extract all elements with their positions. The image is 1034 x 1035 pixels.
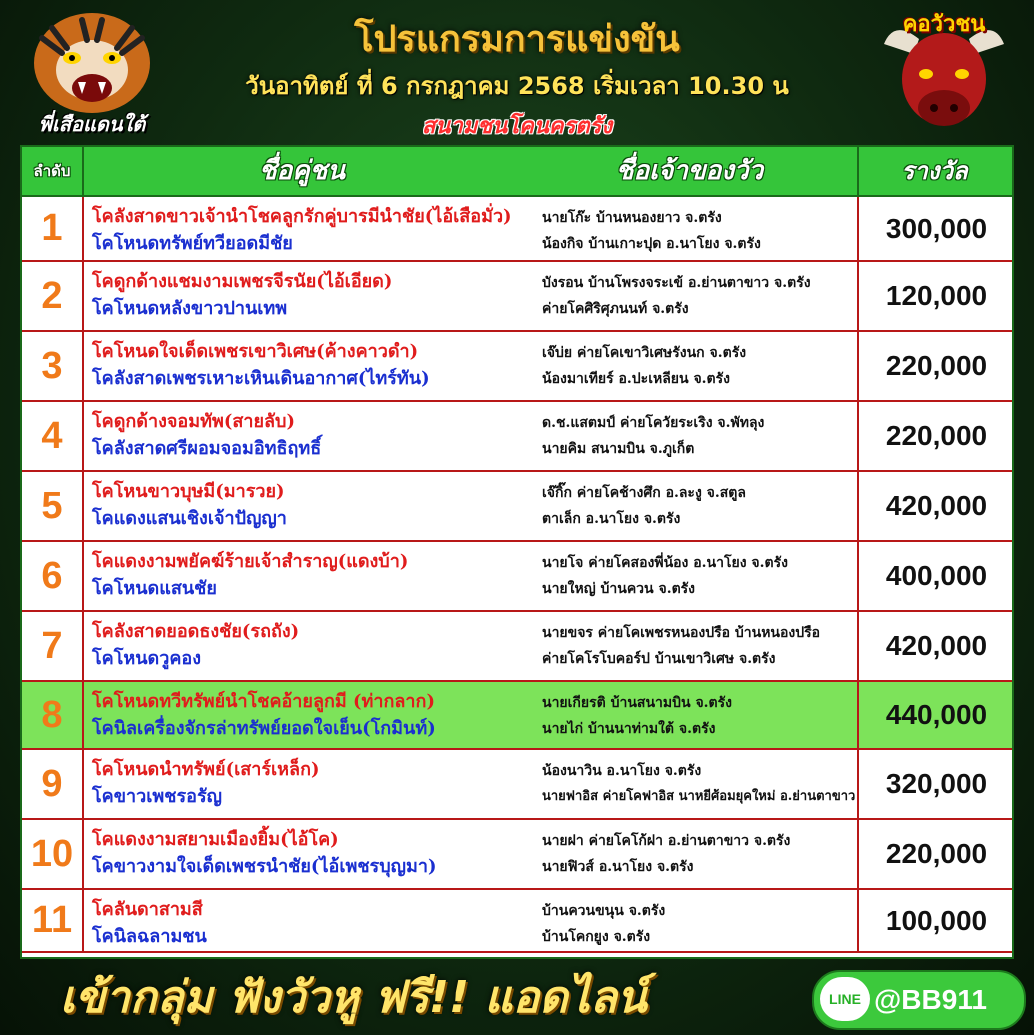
match-table [20,145,1014,959]
match-number: 11 [22,890,84,951]
prize-amount: 120,000 [857,262,1014,330]
match-number: 2 [22,262,84,330]
table-row [22,820,1012,890]
owner-1: บ้านควนขนุน จ.ตรัง [542,903,666,919]
bull-pair [92,688,532,742]
table-row [22,612,1012,682]
bull-blue-corner: โคลังสาดเพชรเหาะเหินเดินอากาศ(ไทร์ทัน) [92,368,430,389]
match-number: 8 [22,682,84,748]
table-row [22,332,1012,402]
owners [542,340,862,392]
match-number: 5 [22,472,84,540]
bull-blue-corner: โคขาวเพชรอรัญ [92,786,222,807]
bull-blue-corner: โคโหนดทรัพย์ทวียอดมีชัย [92,233,293,254]
table-row [22,197,1012,262]
owners [542,828,862,880]
table-row [22,750,1012,820]
bull-red-corner: โคลันดาสามสี [92,899,203,920]
prize-amount: 440,000 [857,682,1014,748]
bull-red-corner: โคโหนขาวบุษมี(มารวย) [92,481,285,502]
bull-pair [92,408,532,462]
table-row [22,890,1012,953]
table-row [22,402,1012,472]
owner-1: นายฝา ค่ายโคโก้ฝา อ.ย่านตาขาว จ.ตรัง [542,833,791,849]
table-row [22,262,1012,332]
bull-pair [92,478,532,532]
bull-pair [92,756,532,810]
logo-left-text: พี่เสือแดนใต้ [38,112,146,136]
owner-2: บ้านโคกยูง จ.ตรัง [542,929,651,945]
bull-pair [92,826,532,880]
table-header [22,147,1012,197]
bull-blue-corner: โคนิลเครื่องจักรล่าทรัพย์ยอดใจเย็น(โกมินท์) [92,718,436,739]
match-number: 3 [22,332,84,400]
bull-red-corner: โคโหนดนำทรัพย์(เสาร์เหล็ก) [92,759,320,780]
match-number: 6 [22,542,84,610]
match-number: 1 [22,197,84,260]
owner-1: นายโจ ค่ายโคสองพี่น้อง อ.นาโยง จ.ตรัง [542,555,788,571]
table-row [22,682,1012,750]
table-row [22,472,1012,542]
table-row [22,542,1012,612]
owner-2: นายไก่ บ้านนาท่ามใต้ จ.ตรัง [542,721,716,737]
owner-1: น้องนาวิน อ.นาโยง จ.ตรัง [542,763,702,779]
bull-pair [92,618,532,672]
bull-red-corner: โคแดงงามพยัคฆ์ร้ายเจ้าสำราญ(แดงบ้า) [92,551,409,572]
owners [542,620,862,672]
owner-2: ตาเล็ก อ.นาโยง จ.ตรัง [542,511,681,527]
owner-2: น้องมาเทียร์ อ.ปะเหลียน จ.ตรัง [542,371,730,387]
owner-2: น้องกิจ บ้านเกาะปุด อ.นาโยง จ.ตรัง [542,236,761,252]
bull-blue-corner: โคลังสาดศรีผอมจอมอิทธิฤทธิ์ [92,438,322,459]
owner-2: นายใหญ่ บ้านควน จ.ตรัง [542,581,696,597]
match-number: 7 [22,612,84,680]
owner-2: นายฟาอิส ค่ายโคฟาอิส นาหยีศ้อมยุคใหม่ อ.ย่านตาขาว [542,789,856,804]
match-number: 10 [22,820,84,888]
prize-amount: 420,000 [857,612,1014,680]
owner-1: นายโก๊ะ บ้านหนองยาว จ.ตรัง [542,210,722,226]
logo-right-text: คอวัวชน [902,12,986,37]
owners [542,480,862,532]
owner-1: เจ๊บ่ย ค่ายโคเขาวิเศษรังนก จ.ตรัง [542,345,747,361]
prize-amount: 100,000 [857,890,1014,951]
bull-blue-corner: โคขาวงามใจเด็ดเพชรนำชัย(ไอ้เพชรบุญมา) [92,856,437,877]
owner-1: นายขจร ค่ายโคเพชรหนองปรือ บ้านหนองปรือ [542,625,821,641]
header-order: ลำดับ [33,162,71,180]
owner-1: บังรอน บ้านโพรงจระเข้ อ.ย่านตาขาว จ.ตรัง [542,275,811,291]
bull-pair [92,338,532,392]
owner-2: นายฟิวส์ อ.นาโยง จ.ตรัง [542,859,694,875]
bull-blue-corner: โคโหนดวูคอง [92,648,201,669]
footer-cta: เข้ากลุ่ม ฟังวัวหู ฟรี!! แอดไลน์ [60,972,647,1023]
header-bull-pair: ชื่อคู่ชน [258,156,346,186]
prize-amount: 300,000 [857,197,1014,260]
bull-pair [92,268,532,322]
bull-red-corner: โคแดงงามสยามเมืองยิ้ม(ไอ้โค) [92,829,339,850]
owners [542,410,862,462]
owners [542,550,862,602]
owner-1: เจ๊กิ๊ก ค่ายโคช้างศึก อ.ละงู จ.สตูล [542,485,746,501]
owner-2: นายคิม สนามบิน จ.ภูเก็ต [542,441,695,457]
bull-pair [92,896,532,950]
bull-red-corner: โคลังสาดขาวเจ้านำโชคลูกรักคู่บารมีนำชัย(ไอ้เสือมั่ว) [92,206,512,227]
bull-red-corner: โคลังสาดยอดธงชัย(รถถัง) [92,621,300,642]
line-add-button[interactable] [812,970,1026,1030]
owner-2: ค่ายโคโรโบคอร์ป บ้านเขาวิเศษ จ.ตรัง [542,651,776,667]
bull-pair [92,203,532,257]
bull-red-corner: โคโหนดใจเด็ดเพชรเขาวิเศษ(ค้างคาวดำ) [92,341,419,362]
line-icon: LINE [820,977,870,1021]
owner-2: ค่ายโคศิริศุภนนท์ จ.ตรัง [542,301,689,317]
bull-red-corner: โคดูกด้างจอมทัพ(สายลับ) [92,411,295,432]
bull-blue-corner: โคแดงแสนเชิงเจ้าปัญญา [92,508,287,529]
match-number: 4 [22,402,84,470]
bull-red-corner: โคดูกด้างแชมงามเพชรจีรนัย(ไอ้เอียด) [92,271,393,292]
owners [542,205,862,257]
prize-amount: 420,000 [857,472,1014,540]
bull-blue-corner: โคนิลฉลามชน [92,926,207,947]
owners [542,270,862,322]
match-number: 9 [22,750,84,818]
prize-amount: 320,000 [857,750,1014,818]
owners [542,758,862,810]
line-id: @BB911 [874,984,987,1015]
bull-pair [92,548,532,602]
bull-blue-corner: โคโหนดแสนชัย [92,578,217,599]
venue-name: สนามชนโคนครตรัง [421,114,613,139]
prize-amount: 400,000 [857,542,1014,610]
owners [542,690,862,742]
owner-1: ด.ช.แสตมป์ ค่ายโควัยระเริง จ.พัทลุง [542,415,765,431]
prize-amount: 220,000 [857,820,1014,888]
page-title: โปรแกรมการแข่งขัน [354,19,680,60]
owners [542,898,862,950]
prize-amount: 220,000 [857,402,1014,470]
header-owner: ชื่อเจ้าของวัว [615,156,764,186]
owner-1: นายเกียรติ บ้านสนามบิน จ.ตรัง [542,695,732,711]
bull-blue-corner: โคโหนดหลังขาวปานเทพ [92,298,288,319]
header-prize: รางวัล [901,157,968,185]
prize-amount: 220,000 [857,332,1014,400]
bull-red-corner: โคโหนดทวีทรัพย์นำโชคอ้ายลูกมี (ท่ากลาก) [92,691,435,712]
event-date: วันอาทิตย์ ที่ 6 กรกฎาคม 2568 เริ่มเวลา 10.30 น [245,72,789,100]
